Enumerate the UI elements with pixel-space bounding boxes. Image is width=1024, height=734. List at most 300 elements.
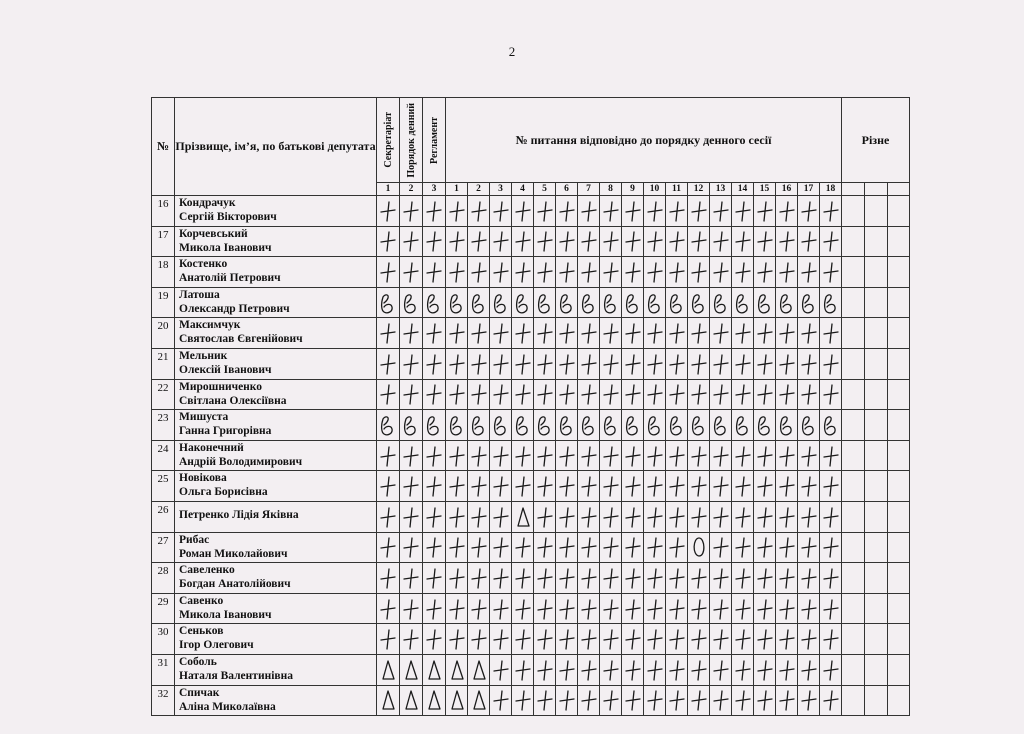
- vote-cell: [423, 593, 446, 624]
- plus-mark: [777, 597, 797, 621]
- plus-mark: [469, 382, 489, 406]
- misc-cell: [888, 624, 910, 655]
- vote-cell: [798, 563, 820, 594]
- plus-mark: [755, 474, 775, 498]
- header-name: Прізвище, ім’я, по батькові депутата: [175, 98, 377, 196]
- plus-mark: [689, 382, 709, 406]
- misc-cell: [888, 440, 910, 471]
- vote-cell: [820, 257, 842, 288]
- deputy-surname: Новікова: [179, 472, 227, 485]
- misc-cell: [865, 563, 888, 594]
- vote-cell: [710, 593, 732, 624]
- letter-v-mark: [513, 413, 533, 437]
- plus-mark: [491, 260, 511, 284]
- vote-cell: [578, 440, 600, 471]
- deputy-given-names: Роман Миколайович: [179, 547, 288, 560]
- misc-cell: [842, 532, 865, 563]
- vote-cell: [710, 410, 732, 441]
- plus-mark: [623, 382, 643, 406]
- vote-cell: [556, 379, 578, 410]
- vote-cell: [423, 257, 446, 288]
- vote-cell: [754, 287, 776, 318]
- plus-mark: [401, 260, 421, 284]
- plus-mark: [645, 321, 665, 345]
- vote-cell: [776, 379, 798, 410]
- table-row: [152, 379, 910, 410]
- plus-mark: [424, 505, 444, 529]
- vote-cell: [578, 318, 600, 349]
- plus-mark: [535, 229, 555, 253]
- vote-cell: [446, 318, 468, 349]
- plus-mark: [689, 597, 709, 621]
- plus-mark: [645, 229, 665, 253]
- vote-cell: [798, 379, 820, 410]
- plus-mark: [513, 474, 533, 498]
- vote-cell: [776, 440, 798, 471]
- vote-cell: [377, 440, 400, 471]
- plus-mark: [799, 597, 819, 621]
- row-number: 26: [152, 501, 175, 532]
- plus-mark: [535, 382, 555, 406]
- vote-cell: [423, 318, 446, 349]
- plus-mark: [645, 352, 665, 376]
- plus-mark: [579, 688, 599, 712]
- plus-mark: [447, 627, 467, 651]
- plus-mark: [469, 597, 489, 621]
- vote-cell: [644, 501, 666, 532]
- vote-cell: [468, 440, 490, 471]
- letter-v-mark: [645, 291, 665, 315]
- deputy-surname: Мельник: [179, 349, 228, 362]
- vote-cell: [468, 379, 490, 410]
- vote-cell: [820, 593, 842, 624]
- plus-mark: [447, 566, 467, 590]
- plus-mark: [821, 627, 841, 651]
- vote-cell: [798, 287, 820, 318]
- plus-mark: [711, 658, 731, 682]
- table-row: [152, 410, 910, 441]
- header-org-1-label: Секретаріат: [382, 112, 394, 168]
- letter-v-mark: [447, 291, 467, 315]
- agenda-column-number: 16: [776, 183, 798, 196]
- vote-cell: [688, 257, 710, 288]
- agenda-column-number: 15: [754, 183, 776, 196]
- agenda-column-number: 7: [578, 183, 600, 196]
- plus-mark: [447, 597, 467, 621]
- plus-mark: [378, 199, 398, 223]
- header-org-3: [423, 98, 446, 183]
- vote-cell: [512, 471, 534, 502]
- vote-cell: [600, 532, 622, 563]
- vote-cell: [423, 440, 446, 471]
- plus-mark: [579, 627, 599, 651]
- vote-cell: [400, 348, 423, 379]
- vote-cell: [754, 379, 776, 410]
- deputy-surname: Савенко: [179, 594, 224, 607]
- plus-mark: [733, 535, 753, 559]
- agenda-column-number: 8: [600, 183, 622, 196]
- plus-mark: [755, 627, 775, 651]
- vote-cell: [798, 226, 820, 257]
- misc-cell: [865, 410, 888, 441]
- vote-cell: [666, 471, 688, 502]
- plus-mark: [601, 260, 621, 284]
- misc-cell: [842, 593, 865, 624]
- plus-mark: [424, 321, 444, 345]
- vote-cell: [512, 410, 534, 441]
- plus-mark: [447, 474, 467, 498]
- vote-cell: [490, 348, 512, 379]
- plus-mark: [667, 658, 687, 682]
- letter-v-mark: [557, 291, 577, 315]
- deputy-given-names: Ольга Борисівна: [179, 486, 268, 499]
- plus-mark: [623, 597, 643, 621]
- plus-mark: [667, 260, 687, 284]
- misc-cell: [842, 471, 865, 502]
- vote-cell: [556, 226, 578, 257]
- letter-v-mark: [689, 291, 709, 315]
- agenda-column-number: 17: [798, 183, 820, 196]
- plus-mark: [469, 566, 489, 590]
- vote-cell: [798, 318, 820, 349]
- vote-cell: [468, 624, 490, 655]
- plus-mark: [689, 199, 709, 223]
- plus-mark: [535, 505, 555, 529]
- plus-mark: [755, 352, 775, 376]
- zero-mark: [689, 535, 709, 559]
- plus-mark: [645, 474, 665, 498]
- header-misc: Різне: [842, 98, 910, 183]
- plus-mark: [755, 688, 775, 712]
- agenda-column-number: 1: [446, 183, 468, 196]
- plus-mark: [755, 199, 775, 223]
- misc-cell: [865, 348, 888, 379]
- vote-cell: [446, 593, 468, 624]
- vote-cell: [446, 501, 468, 532]
- misc-cell: [888, 318, 910, 349]
- letter-v-mark: [667, 291, 687, 315]
- vote-cell: [468, 348, 490, 379]
- plus-mark: [645, 260, 665, 284]
- plus-mark: [378, 352, 398, 376]
- vote-cell: [600, 471, 622, 502]
- vote-cell: [798, 685, 820, 716]
- plus-mark: [513, 444, 533, 468]
- plus-mark: [733, 597, 753, 621]
- vote-cell: [512, 593, 534, 624]
- vote-cell: [754, 348, 776, 379]
- vote-cell: [776, 318, 798, 349]
- vote-cell: [490, 685, 512, 716]
- plus-mark: [821, 229, 841, 253]
- letter-v-mark: [733, 413, 753, 437]
- agenda-column-number: 4: [512, 183, 534, 196]
- vote-cell: [666, 410, 688, 441]
- misc-cell: [865, 471, 888, 502]
- letter-v-mark: [733, 291, 753, 315]
- vote-cell: [400, 654, 423, 685]
- agenda-column-number: 11: [666, 183, 688, 196]
- misc-cell: [865, 196, 888, 227]
- vote-cell: [644, 532, 666, 563]
- vote-cell: [732, 287, 754, 318]
- vote-cell: [754, 501, 776, 532]
- letter-v-mark: [447, 413, 467, 437]
- vote-cell: [688, 654, 710, 685]
- vote-cell: [798, 532, 820, 563]
- agenda-column-number: 12: [688, 183, 710, 196]
- vote-cell: [644, 410, 666, 441]
- deputy-surname: Латоша: [179, 288, 220, 301]
- misc-cell: [865, 685, 888, 716]
- plus-mark: [711, 597, 731, 621]
- table-row: [152, 593, 910, 624]
- plus-mark: [491, 382, 511, 406]
- plus-mark: [777, 535, 797, 559]
- plus-mark: [401, 321, 421, 345]
- plus-mark: [777, 444, 797, 468]
- vote-cell: [754, 440, 776, 471]
- vote-cell: [688, 410, 710, 441]
- vote-cell: [556, 318, 578, 349]
- plus-mark: [378, 597, 398, 621]
- plus-mark: [821, 505, 841, 529]
- vote-cell: [512, 379, 534, 410]
- vote-cell: [490, 318, 512, 349]
- plus-mark: [667, 444, 687, 468]
- plus-mark: [623, 566, 643, 590]
- plus-mark: [755, 566, 775, 590]
- letter-v-mark: [777, 413, 797, 437]
- vote-cell: [710, 471, 732, 502]
- vote-cell: [490, 410, 512, 441]
- vote-cell: [732, 410, 754, 441]
- vote-cell: [600, 440, 622, 471]
- vote-cell: [423, 379, 446, 410]
- plus-mark: [733, 229, 753, 253]
- vote-cell: [776, 287, 798, 318]
- vote-cell: [600, 287, 622, 318]
- deputy-given-names: Ганна Григорівна: [179, 425, 272, 438]
- plus-mark: [821, 382, 841, 406]
- vote-cell: [400, 563, 423, 594]
- letter-v-mark: [667, 413, 687, 437]
- plus-mark: [491, 627, 511, 651]
- vote-cell: [820, 532, 842, 563]
- plus-mark: [667, 566, 687, 590]
- vote-cell: [446, 287, 468, 318]
- plus-mark: [378, 260, 398, 284]
- plus-mark: [513, 199, 533, 223]
- plus-mark: [491, 566, 511, 590]
- vote-cell: [578, 379, 600, 410]
- vote-cell: [534, 654, 556, 685]
- plus-mark: [733, 382, 753, 406]
- row-number: 24: [152, 440, 175, 471]
- deputy-name: [175, 410, 377, 441]
- plus-mark: [601, 535, 621, 559]
- misc-cell: [888, 593, 910, 624]
- plus-mark: [513, 627, 533, 651]
- vote-cell: [556, 532, 578, 563]
- deputy-name: [175, 257, 377, 288]
- vote-cell: [666, 226, 688, 257]
- plus-mark: [513, 566, 533, 590]
- plus-mark: [755, 535, 775, 559]
- misc-cell: [865, 318, 888, 349]
- vote-cell: [710, 624, 732, 655]
- vote-cell: [776, 471, 798, 502]
- table-row: [152, 196, 910, 227]
- vote-cell: [732, 501, 754, 532]
- plus-mark: [689, 627, 709, 651]
- vote-cell: [446, 410, 468, 441]
- misc-cell: [865, 501, 888, 532]
- plus-mark: [711, 535, 731, 559]
- vote-cell: [666, 593, 688, 624]
- plus-mark: [447, 382, 467, 406]
- vote-cell: [512, 654, 534, 685]
- plus-mark: [513, 382, 533, 406]
- misc-cell: [842, 196, 865, 227]
- plus-mark: [491, 444, 511, 468]
- vote-cell: [512, 685, 534, 716]
- table-row: [152, 226, 910, 257]
- plus-mark: [821, 597, 841, 621]
- plus-mark: [579, 444, 599, 468]
- misc-cell: [865, 532, 888, 563]
- misc-cell: [888, 532, 910, 563]
- vote-cell: [644, 257, 666, 288]
- plus-mark: [557, 444, 577, 468]
- plus-mark: [667, 688, 687, 712]
- plus-mark: [755, 597, 775, 621]
- plus-mark: [623, 260, 643, 284]
- plus-mark: [557, 505, 577, 529]
- deputy-name: [175, 348, 377, 379]
- plus-mark: [689, 444, 709, 468]
- vote-cell: [578, 471, 600, 502]
- vote-cell: [666, 654, 688, 685]
- vote-cell: [377, 685, 400, 716]
- deputy-surname: Сеньков: [179, 625, 224, 638]
- plus-mark: [645, 597, 665, 621]
- plus-mark: [579, 321, 599, 345]
- plus-mark: [401, 382, 421, 406]
- vote-cell: [446, 654, 468, 685]
- vote-cell: [377, 563, 400, 594]
- misc-cell: [842, 287, 865, 318]
- plus-mark: [469, 444, 489, 468]
- plus-mark: [535, 352, 555, 376]
- plus-mark: [424, 474, 444, 498]
- vote-cell: [820, 685, 842, 716]
- vote-cell: [754, 593, 776, 624]
- vote-cell: [666, 379, 688, 410]
- vote-cell: [534, 471, 556, 502]
- plus-mark: [821, 352, 841, 376]
- vote-cell: [688, 440, 710, 471]
- vote-cell: [556, 257, 578, 288]
- vote-cell: [446, 471, 468, 502]
- misc-cell: [888, 685, 910, 716]
- plus-mark: [469, 321, 489, 345]
- triangle-mark: [469, 688, 489, 712]
- table-row: [152, 685, 910, 716]
- vote-cell: [534, 563, 556, 594]
- plus-mark: [491, 535, 511, 559]
- vote-cell: [600, 501, 622, 532]
- vote-cell: [666, 624, 688, 655]
- plus-mark: [401, 352, 421, 376]
- vote-cell: [468, 563, 490, 594]
- plus-mark: [447, 229, 467, 253]
- vote-cell: [644, 287, 666, 318]
- plus-mark: [579, 505, 599, 529]
- vote-cell: [534, 532, 556, 563]
- vote-cell: [710, 257, 732, 288]
- letter-v-mark: [623, 413, 643, 437]
- vote-cell: [644, 685, 666, 716]
- vote-cell: [490, 196, 512, 227]
- plus-mark: [799, 382, 819, 406]
- plus-mark: [469, 229, 489, 253]
- plus-mark: [711, 352, 731, 376]
- vote-cell: [490, 654, 512, 685]
- misc-cell: [865, 624, 888, 655]
- vote-cell: [754, 685, 776, 716]
- plus-mark: [491, 658, 511, 682]
- plus-mark: [623, 688, 643, 712]
- vote-cell: [820, 226, 842, 257]
- letter-v-mark: [557, 413, 577, 437]
- deputy-surname: Мишуста: [179, 411, 229, 424]
- vote-cell: [622, 654, 644, 685]
- plus-mark: [535, 321, 555, 345]
- plus-mark: [733, 627, 753, 651]
- org-column-number: 2: [400, 183, 423, 196]
- letter-v-mark: [513, 291, 533, 315]
- plus-mark: [491, 321, 511, 345]
- plus-mark: [821, 260, 841, 284]
- vote-cell: [512, 318, 534, 349]
- vote-cell: [600, 685, 622, 716]
- plus-mark: [579, 535, 599, 559]
- misc-cell: [888, 654, 910, 685]
- vote-cell: [732, 532, 754, 563]
- vote-cell: [666, 318, 688, 349]
- misc-cell: [865, 440, 888, 471]
- misc-cell: [888, 501, 910, 532]
- agenda-column-number: 10: [644, 183, 666, 196]
- plus-mark: [645, 688, 665, 712]
- plus-mark: [733, 474, 753, 498]
- vote-cell: [798, 501, 820, 532]
- vote-cell: [666, 501, 688, 532]
- triangle-mark: [424, 658, 444, 682]
- misc-cell: [842, 440, 865, 471]
- vote-cell: [622, 287, 644, 318]
- vote-cell: [377, 501, 400, 532]
- plus-mark: [491, 505, 511, 529]
- vote-cell: [534, 287, 556, 318]
- plus-mark: [623, 658, 643, 682]
- plus-mark: [799, 566, 819, 590]
- vote-cell: [622, 685, 644, 716]
- vote-cell: [578, 348, 600, 379]
- vote-cell: [578, 226, 600, 257]
- vote-cell: [423, 685, 446, 716]
